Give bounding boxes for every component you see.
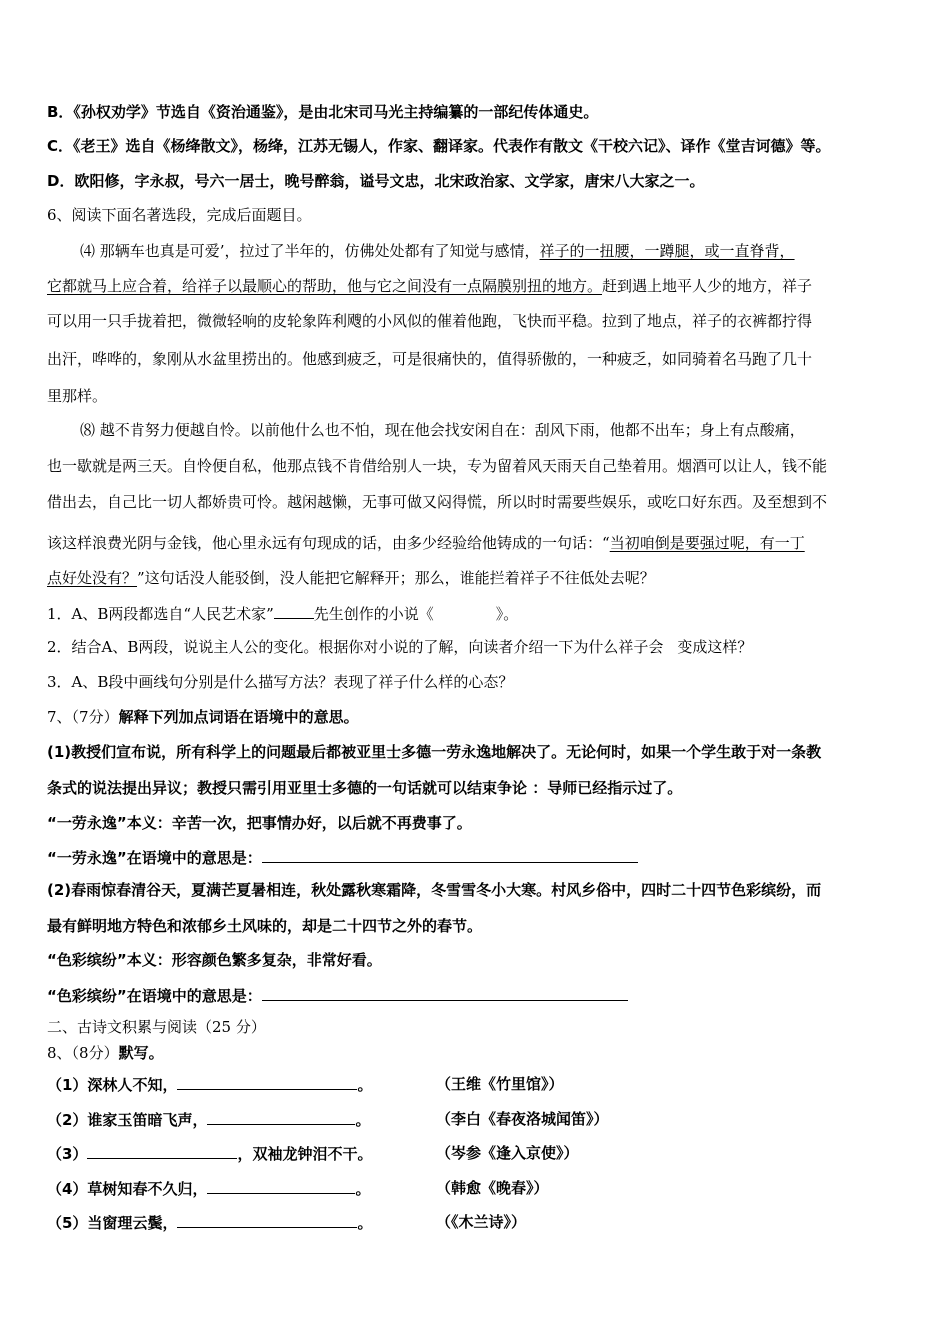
q7-p2-context-label: “色彩缤纷”在语境中的意思是： bbox=[47, 987, 262, 1005]
q6-a-line-2 bbox=[47, 276, 812, 296]
q6-a-line-1 bbox=[80, 241, 795, 261]
q6-a-line-5: 里那样。 bbox=[47, 387, 108, 405]
q8-source-2: （李白《春夜洛城闻笛》） bbox=[436, 1110, 609, 1128]
q6-sub1-text: 1．A、B两段都选自“人民艺术家” bbox=[47, 605, 274, 623]
q6-b-text: ”这句话没人能驳倒，没人能把它解释开；那么，谁能拦着祥子不往低处去呢？ bbox=[137, 569, 655, 587]
q6-b-underlined: 点好处没有？ bbox=[47, 569, 138, 587]
answer-blank[interactable] bbox=[87, 1143, 237, 1159]
q7-p1-line-2: 条式的说法提出异议；教授只需引用亚里士多德的一句话就可以结束争论 ：导师已经指示过了。 bbox=[47, 779, 683, 797]
q8-source-5: （《木兰诗》） bbox=[436, 1213, 527, 1231]
q6-sub2-text: 2．结合A、B两段，说说主人公的变化。根据你对小说的了解，向读者介绍一下为什么祥子会 bbox=[47, 638, 664, 656]
q8-line-5 bbox=[47, 1212, 372, 1233]
author-blank[interactable] bbox=[274, 603, 314, 619]
q6-sub2 bbox=[47, 637, 752, 657]
q8-line-text: （2）谁家玉笛暗飞声， bbox=[47, 1111, 208, 1129]
q8-line-text: 。 bbox=[355, 1180, 371, 1198]
option-c: C．《老王》选自《杨绛散文》，杨绛，江苏无锡人，作家、翻译家。代表作有散文《干校六记》、译作《堂吉诃德》等。 bbox=[47, 137, 831, 155]
q8-line-1 bbox=[47, 1074, 372, 1095]
q6-b-line-2: 也一歇就是两三天。自怜便自私，他那点钱不肯借给别人一块，专为留着风天雨天自己垫着用。烟酒可以让人，钱不能 bbox=[47, 457, 828, 475]
q8-line-text: （5）当窗理云鬓， bbox=[47, 1214, 178, 1232]
q7-p2-line-1: (2)春雨惊春清谷天，夏满芒夏暑相连，秋处露秋寒霜降，冬雪雪冬小大寒。村风乡俗中，四时二十四节色彩缤纷，而 bbox=[47, 881, 822, 899]
q6-b-line-5 bbox=[47, 568, 655, 588]
q6-b-line-1: ⑻ 越不肯努力便越自怜。以前他什么也不怕，现在他会找安闲自在：刮风下雨，他都不出车；身上有点酸痛， bbox=[80, 421, 805, 439]
q6-b-line-4 bbox=[47, 533, 805, 553]
answer-blank[interactable] bbox=[207, 1178, 355, 1194]
q7-number: 7、（7分） bbox=[47, 708, 119, 726]
q8-number: 8、（8分） bbox=[47, 1044, 119, 1062]
q7-p1-context-label: “一劳永逸”在语境中的意思是： bbox=[47, 849, 262, 867]
q8-line-2 bbox=[47, 1109, 370, 1130]
q8-line-text: ，双袖龙钟泪不干。 bbox=[237, 1145, 373, 1163]
q6-a-underlined: 它都就马上应合着，给祥子以最顺心的帮助，他与它之间没有一点隔膜别扭的地方。 bbox=[47, 277, 603, 295]
q6-b-underlined: 当初咱倒是要强过呢，有一丁 bbox=[609, 534, 805, 552]
q8-line-4 bbox=[47, 1178, 370, 1199]
q7-p2-line-2: 最有鲜明地方特色和浓郁乡土风味的，却是二十四节之外的春节。 bbox=[47, 917, 483, 935]
q7-p1-line-1: (1)教授们宣布说，所有科学上的问题最后都被亚里士多德一劳永逸地解决了。无论何时，如果一个学生敢于对一条教 bbox=[47, 743, 822, 761]
q6-sub1 bbox=[47, 603, 518, 624]
q8-line-text: 。 bbox=[357, 1076, 373, 1094]
q8-line-text: （3） bbox=[47, 1145, 88, 1163]
q8-instruction: 默写。 bbox=[118, 1044, 164, 1062]
q7-p1-original-meaning: “一劳永逸”本义：辛苦一次，把事情办好，以后就不再费事了。 bbox=[47, 814, 472, 832]
q8-line-text: 。 bbox=[357, 1214, 373, 1232]
option-b: B．《孙权劝学》节选自《资治通鉴》，是由北宋司马光主持编纂的一部纪传体通史。 bbox=[47, 103, 599, 121]
q8-line-text: （4）草树知春不久归， bbox=[47, 1180, 208, 1198]
q6-sub2-text: 变成这样？ bbox=[677, 638, 753, 656]
q7-prompt bbox=[47, 707, 359, 728]
q6-a-line-3: 可以用一只手拢着把，微微轻响的皮轮象阵利飕的小风似的催着他跑，飞快而平稳。拉到了地点，祥子的衣裤都拧得 bbox=[47, 312, 813, 330]
q7-p2-context-meaning bbox=[47, 985, 628, 1006]
answer-blank[interactable] bbox=[262, 847, 638, 863]
q6-prompt: 6、阅读下面名著选段，完成后面题目。 bbox=[47, 206, 312, 224]
q7-p2-original-meaning: “色彩缤纷”本义：形容颜色繁多复杂，非常好看。 bbox=[47, 951, 382, 969]
q8-source-1: （王维《竹里馆》） bbox=[436, 1075, 564, 1093]
q6-b-line-3: 借出去，自己比一切人都娇贵可怜。越闲越懒，无事可做又闷得慌，所以时时需要些娱乐，或吃口好东西。及至想到不 bbox=[47, 493, 828, 511]
q6-sub3: 3．A、B段中画线句分别是什么描写方法？表现了祥子什么样的心态？ bbox=[47, 673, 514, 691]
q6-sub1-text: 》。 bbox=[495, 605, 519, 623]
option-d: D．欧阳修，字永叔，号六一居士，晚号醉翁，谥号文忠，北宋政治家、文学家，唐宋八大家之一。 bbox=[47, 172, 705, 190]
answer-blank[interactable] bbox=[177, 1212, 357, 1228]
q8-prompt bbox=[47, 1043, 164, 1064]
q8-source-3: （岑参《逢入京使》） bbox=[436, 1144, 579, 1162]
q6-a-text: ⑷ 那辆车也真是可爱’，拉过了半年的，仿佛处处都有了知觉与感情， bbox=[80, 242, 540, 260]
answer-blank[interactable] bbox=[207, 1109, 355, 1125]
q7-p1-context-meaning bbox=[47, 847, 638, 868]
section-2-title: 二、古诗文积累与阅读（25 分） bbox=[47, 1018, 266, 1036]
q6-a-underlined: 祥子的一扭腰，一蹲腿，或一直脊背， bbox=[539, 242, 795, 260]
q8-source-4: （韩愈《晚春》） bbox=[436, 1179, 549, 1197]
q8-line-3 bbox=[47, 1143, 372, 1164]
answer-blank[interactable] bbox=[262, 985, 628, 1001]
q6-a-line-4: 出汗，哗哗的，象刚从水盆里捞出的。他感到疲乏，可是很痛快的，值得骄傲的，一种疲乏，如同骑着名马跑了几十 bbox=[47, 350, 813, 368]
q6-b-text: 该这样浪费光阴与金钱，他心里永远有句现成的话，由多少经验给他铸成的一句话：“ bbox=[47, 534, 610, 552]
q6-a-text: 赶到遇上地平人少的地方，祥子 bbox=[602, 277, 813, 295]
q6-sub1-text: 先生创作的小说《 bbox=[313, 605, 434, 623]
answer-blank[interactable] bbox=[177, 1074, 357, 1090]
q7-instruction: 解释下列加点词语在语境中的意思。 bbox=[118, 708, 359, 726]
q8-line-text: 。 bbox=[355, 1111, 371, 1129]
q8-line-text: （1）深林人不知， bbox=[47, 1076, 178, 1094]
